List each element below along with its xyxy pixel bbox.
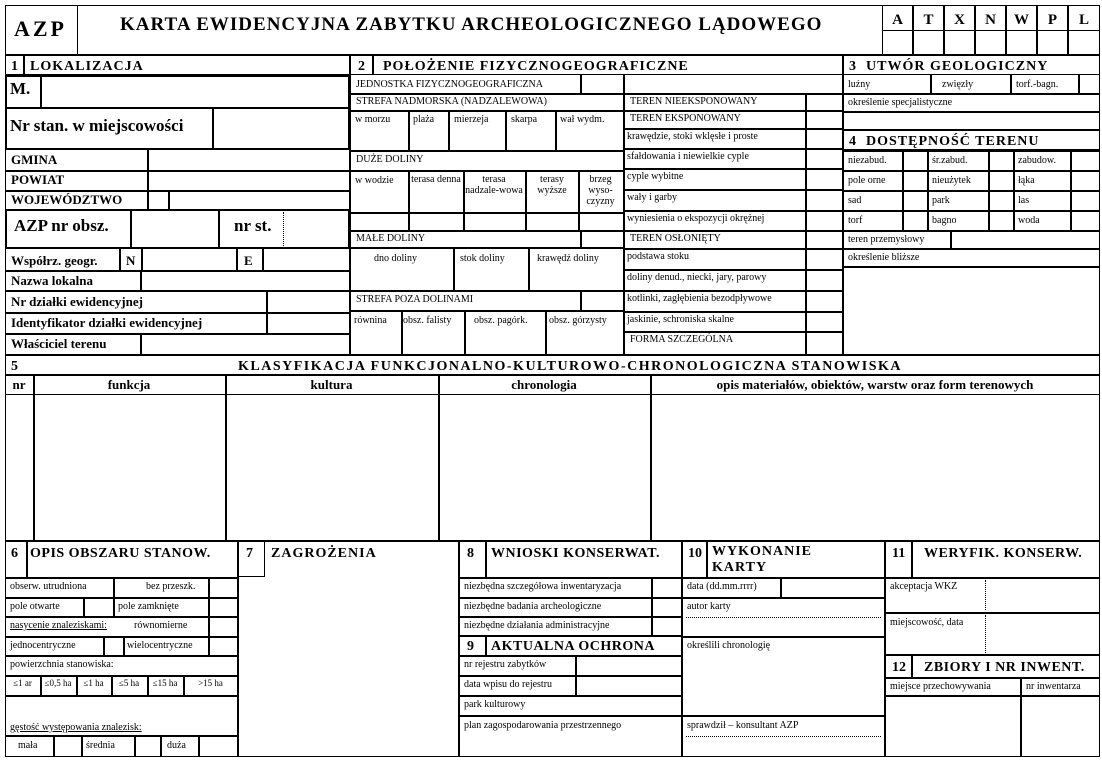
parcel-id-label: Identyfikator działki ewidencyjnej [11,315,203,330]
hilly-label: obsz. pagórk. [474,315,528,326]
locality-box [5,75,350,150]
loose-soil-label: luźny [848,79,871,90]
terrain-kraw_stoki-label: krawędzie, stoki wklęsłe i proste [627,131,758,142]
compact-soil-label: zwięzły [942,79,974,90]
higher-terraces-label: terasy wyższe [537,174,567,196]
unobstructed-label: bez przeszk. [146,581,196,592]
letter-code-3: N [985,12,996,28]
classification-col-1: funkcja [107,377,151,392]
terrain-jaskinie-label: jaskinie, schroniska skalne [627,314,734,325]
section-1-title: LOKALIZACJA [30,59,144,74]
section-7-title: ZAGROŻENIA [271,546,377,561]
land-use-las-label: las [1018,195,1030,206]
land-use-srzabud-label: śr.zabud. [932,155,968,166]
section-4-title: DOSTĘPNOŚĆ TERENU [866,134,1040,149]
in-sea-label: w morzu [355,114,391,125]
locality-label: M. [10,79,31,98]
large-valleys-label: DUŻE DOLINY [356,154,424,165]
valley-floor-label: dno doliny [374,253,418,264]
section-9-number: 9 [467,639,474,654]
letter-code-5: P [1047,12,1058,28]
terrain-podstawa-label: podstawa stoku [627,251,689,262]
land-use-zabudow-label: zabudow. [1018,155,1056,166]
terrain-teren_osl-label: TEREN OSŁONIĘTY [630,233,721,244]
small-valleys-label: MAŁE DOLINY [356,233,426,244]
terrain-forma-label: FORMA SZCZEGÓLNA [630,334,734,345]
gmina-label: GMINA [11,152,58,167]
section-12-title: ZBIORY I NR INWENT. [924,660,1085,675]
land-use-woda-label: woda [1018,215,1040,226]
in-water-label: w wodzie [355,175,394,186]
powiat-label: POWIAT [11,172,65,187]
spatial-plan-label: plan zagospodarowania przestrzennego [464,720,622,731]
medium-density-label: średnia [86,740,115,751]
site-size-1: ≤0,5 ha [44,678,72,688]
section-5-number: 5 [11,359,18,374]
section-1-number: 1 [11,59,18,74]
section-7 [238,541,459,757]
land-use-park-label: park [932,195,950,206]
mountainous-label: obsz. górzysty [549,315,607,326]
terrain-waly-label: wały i garby [627,192,677,203]
classification-col-4: opis materiałów, obiektów, warstw oraz form terenowych [716,377,1034,392]
undulating-label: obsz. falisty [403,315,452,326]
outside-valleys-label: STREFA POZA DOLINAMI [356,294,474,305]
peat-bog-label: torf.-bagn. [1016,79,1059,90]
owner-label: Właściciel terenu [11,336,107,351]
terrain-teren_niee-label: TEREN NIEEKSPONOWANY [630,96,758,107]
section-6-title: OPIS OBSZARU STANOW. [30,546,211,561]
land-use-laka-label: łąka [1018,175,1035,186]
card-date-label: data (dd.mm.rrrr) [687,581,757,592]
classification-col-0: nr [12,377,26,392]
site-area-label: powierzchnia stanowiska: [10,659,114,670]
section-2-title: POŁOŻENIE FIZYCZNOGEOGRAFICZNE [383,59,689,74]
form-title: KARTA EWIDENCYJNA ZABYTKU ARCHEOLOGICZNEGO LĄDOWEGO [120,14,823,35]
physiogeographic-unit-label: JEDNOSTKA FIZYCZNOGEOGRAFICZNA [356,79,543,90]
land-use-sad-label: sad [848,195,862,206]
site-size-3: ≤5 ha [118,678,140,688]
terrain-wyniesienia-label: wyniesienia o ekspozycji okrężnej [627,213,765,224]
polycentric-label: wielocentryczne [127,640,193,651]
coastal-zone-label: STREFA NADMORSKA (NADZALEWOWA) [356,96,547,107]
voivodeship-label: WOJEWÓDZTWO [11,192,123,207]
letter-code-2: X [954,12,965,28]
dune-ridge-label: wał wydm. [560,114,605,125]
admin-actions-label: niezbędne działania administracyjne [464,620,610,631]
section-3-number: 3 [849,59,856,74]
closed-field-label: pole zamknięte [118,601,179,612]
spit-label: mierzeja [454,114,489,125]
cultural-park-label: park kulturowy [464,699,526,710]
escarpment-label: skarpa [511,114,538,125]
section-11-title: WERYFIK. KONSERW. [924,546,1083,561]
inventory-needed-label: niezbędna szczegółowa inwentaryzacja [464,581,622,592]
above-floodplain-terrace-label: terasa nadzale-wowa [465,174,523,196]
land-use-bagno-label: bagno [932,215,957,226]
terrain-sfaldowania-label: sfałdowania i niewielkie cyple [627,151,749,162]
section-10-number: 10 [688,546,702,561]
land-use-pole_orne-label: pole orne [848,175,886,186]
local-name-label: Nazwa lokalna [11,273,93,288]
beach-label: plaża [413,114,435,125]
land-use-niezabud-label: niezabud. [848,155,887,166]
letter-code-4: W [1014,12,1029,28]
site-size-2: ≤1 ha [83,678,104,688]
section-8-title: WNIOSKI KONSERWAT. [491,546,661,561]
site-size-4: ≤15 ha [152,678,178,688]
site-size-5: >15 ha [198,678,223,688]
azp-code: AZP [14,16,67,41]
terrain-doliny_den-label: doliny denud., niecki, jary, parowy [627,272,767,283]
section-4-number: 4 [849,134,856,149]
section-8-number: 8 [467,546,474,561]
card-author-label: autor karty [687,601,731,612]
register-date-label: data wpisu do rejestru [464,679,553,690]
valley-slope-label: stok doliny [460,253,505,264]
land-use-nieuzytek-label: nieużytek [932,175,971,186]
specialist-term-label: określenie specjalistyczne [848,97,953,108]
land-use-torf-label: torf [848,215,863,226]
section-7-number: 7 [246,546,253,561]
section-2-number: 2 [358,59,365,74]
place-date-label: miejscowość, data [890,617,964,628]
uniform-label: równomierne [134,620,188,631]
section-10-title: WYKONANIE KARTY [712,544,813,575]
classification-col-2: kultura [310,377,353,392]
low-density-label: mała [18,740,38,751]
letter-code-1: T [923,12,934,28]
letter-code-6: L [1078,12,1089,28]
terrain-kotlinki-label: kotlinki, zagłębienia bezodpływowe [627,293,772,304]
open-field-label: pole otwarte [10,601,60,612]
valley-edge-label: krawędź doliny [537,253,599,264]
high-density-label: duża [167,740,186,751]
coord-n-label: N [126,253,136,268]
terrain-cyple-label: cyple wybitne [627,171,684,182]
azp-area-label: AZP nr obsz. [14,216,109,235]
section-12-number: 12 [892,660,906,675]
plain-label: równina [354,315,387,326]
terrain-teren_eksp-label: TEREN EKSPONOWANY [630,113,741,124]
find-density-label: gęstość występowania znalezisk: [10,722,142,733]
section-9-title: AKTUALNA OCHRONA [491,639,655,654]
azp-site-label: nr st. [234,216,272,235]
monocentric-label: jednocentryczne [10,640,76,651]
acceptance-label: akceptacja WKZ [890,581,958,592]
inventory-number-label: nr inwentarza [1026,681,1081,692]
parcel-number-label: Nr działki ewidencyjnej [11,294,143,309]
letter-code-0: A [892,12,903,28]
site-number-label: Nr stan. w miejscowości [10,116,184,135]
site-size-0: ≤1 ar [13,678,32,688]
floodplain-terrace-label: terasa denna [411,174,461,185]
closer-definition-label: określenie bliższe [848,252,920,263]
register-number-label: nr rejestru zabytków [464,659,547,670]
section-3-title: UTWÓR GEOLOGICZNY [866,59,1049,74]
storage-place-label: miejsce przechowywania [890,681,991,692]
coords-label: Współrz. geogr. [11,253,98,268]
classification-col-3: chronologia [511,377,577,392]
chronology-by-label: określili chronologię [687,640,771,651]
upland-edge-label: brzeg wyso-czyzny [586,174,615,207]
find-saturation-label: nasycenie znaleziskami: [10,620,107,631]
industrial-land-label: teren przemysłowy [848,234,925,245]
coord-e-label: E [244,253,253,268]
section-5-title: KLASYFIKACJA FUNKCJONALNO-KULTUROWO-CHRONOLOGICZNA STANOWISKA [237,359,902,374]
obstructed-observation-label: obserw. utrudniona [10,581,87,592]
section-6-number: 6 [11,546,18,561]
checked-by-label: sprawdził – konsultant AZP [687,720,799,731]
research-needed-label: niezbędne badania archeologiczne [464,601,602,612]
section-11-number: 11 [892,546,906,561]
